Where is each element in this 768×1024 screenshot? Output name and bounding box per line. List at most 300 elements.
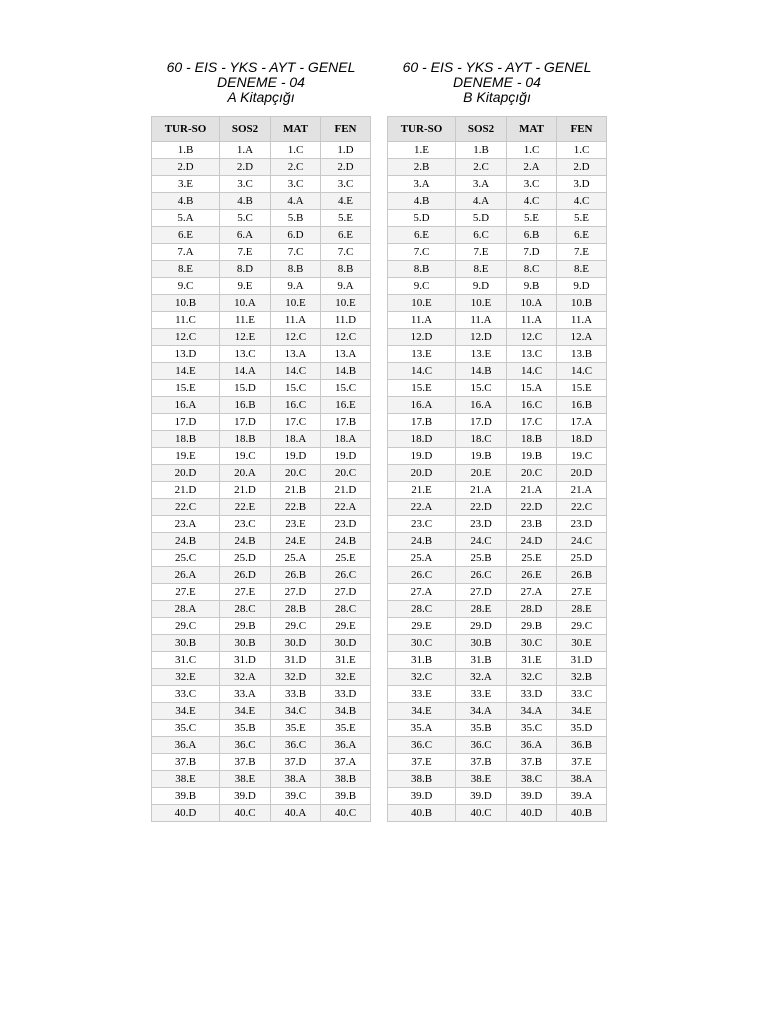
answer-cell-tur-so: 12.D	[388, 329, 456, 346]
answer-cell-tur-so: 9.C	[152, 278, 220, 295]
answer-cell-sos2: 27.D	[456, 584, 507, 601]
answer-cell-tur-so: 23.A	[152, 516, 220, 533]
table-row	[388, 550, 607, 567]
answer-cell-fen: 12.C	[321, 329, 371, 346]
answer-cell-sos2: 33.A	[220, 686, 271, 703]
answer-cell-mat: 14.C	[507, 363, 557, 380]
answer-cell-tur-so: 27.A	[388, 584, 456, 601]
answer-cell-tur-so: 27.E	[152, 584, 220, 601]
answer-cell-sos2: 10.A	[220, 295, 271, 312]
answer-cell-fen: 37.A	[321, 754, 371, 771]
answer-cell-sos2: 23.D	[456, 516, 507, 533]
answer-cell-sos2: 19.C	[220, 448, 271, 465]
answer-cell-fen: 18.A	[321, 431, 371, 448]
answer-cell-sos2: 30.B	[456, 635, 507, 652]
answer-cell-sos2: 36.C	[220, 737, 271, 754]
answer-cell-tur-so: 30.C	[388, 635, 456, 652]
answer-cell-mat: 12.C	[271, 329, 321, 346]
answer-cell-fen: 5.E	[557, 210, 607, 227]
table-row	[152, 669, 371, 686]
answer-cell-mat: 2.C	[271, 159, 321, 176]
answer-cell-mat: 20.C	[271, 465, 321, 482]
table-row	[152, 550, 371, 567]
answer-cell-mat: 7.D	[507, 244, 557, 261]
answer-cell-tur-so: 2.D	[152, 159, 220, 176]
table-row	[152, 159, 371, 176]
answer-cell-mat: 39.D	[507, 788, 557, 805]
answer-cell-fen: 10.E	[321, 295, 371, 312]
answer-cell-mat: 36.A	[507, 737, 557, 754]
answer-cell-tur-so: 35.C	[152, 720, 220, 737]
answer-cell-mat: 24.E	[271, 533, 321, 550]
table-row	[388, 193, 607, 210]
answer-cell-fen: 7.C	[321, 244, 371, 261]
answer-cell-tur-so: 31.C	[152, 652, 220, 669]
answer-cell-sos2: 33.E	[456, 686, 507, 703]
answer-cell-tur-so: 15.E	[152, 380, 220, 397]
answer-cell-fen: 21.D	[321, 482, 371, 499]
answer-cell-mat: 18.A	[271, 431, 321, 448]
answer-cell-fen: 39.A	[557, 788, 607, 805]
booklet-a-title	[151, 58, 371, 116]
answer-cell-sos2: 8.D	[220, 261, 271, 278]
answer-cell-fen: 20.C	[321, 465, 371, 482]
booklet-b-title-line3: B Kitapçığı	[463, 89, 531, 105]
answer-cell-sos2: 12.D	[456, 329, 507, 346]
answer-cell-tur-so: 39.B	[152, 788, 220, 805]
answer-cell-tur-so: 19.D	[388, 448, 456, 465]
answer-cell-fen: 7.E	[557, 244, 607, 261]
table-row	[152, 737, 371, 754]
answer-cell-mat: 14.C	[271, 363, 321, 380]
answer-cell-sos2: 38.E	[456, 771, 507, 788]
answer-cell-tur-so: 4.B	[152, 193, 220, 210]
answer-cell-tur-so: 36.C	[388, 737, 456, 754]
table-row	[388, 210, 607, 227]
answer-cell-fen: 27.D	[321, 584, 371, 601]
answer-cell-tur-so: 1.E	[388, 142, 456, 159]
answer-cell-fen: 9.D	[557, 278, 607, 295]
answer-cell-sos2: 38.E	[220, 771, 271, 788]
answer-cell-mat: 19.B	[507, 448, 557, 465]
answer-cell-fen: 30.D	[321, 635, 371, 652]
answer-cell-fen: 10.B	[557, 295, 607, 312]
answer-cell-mat: 11.A	[271, 312, 321, 329]
table-row	[152, 567, 371, 584]
table-row	[152, 482, 371, 499]
table-row	[388, 261, 607, 278]
answer-cell-fen: 5.E	[321, 210, 371, 227]
answer-cell-mat: 2.A	[507, 159, 557, 176]
table-row	[152, 363, 371, 380]
answer-cell-tur-so: 37.E	[388, 754, 456, 771]
answer-cell-mat: 26.B	[271, 567, 321, 584]
table-row	[388, 533, 607, 550]
answer-cell-fen: 8.E	[557, 261, 607, 278]
answer-cell-fen: 21.A	[557, 482, 607, 499]
answer-cell-sos2: 36.C	[456, 737, 507, 754]
answer-cell-mat: 8.B	[271, 261, 321, 278]
answer-cell-fen: 13.B	[557, 346, 607, 363]
table-row	[388, 567, 607, 584]
answer-cell-mat: 27.D	[271, 584, 321, 601]
table-row	[388, 652, 607, 669]
answer-cell-mat: 35.C	[507, 720, 557, 737]
answer-cell-fen: 4.C	[557, 193, 607, 210]
answer-cell-sos2: 4.A	[456, 193, 507, 210]
table-row	[152, 431, 371, 448]
answer-cell-sos2: 21.D	[220, 482, 271, 499]
answer-cell-fen: 33.C	[557, 686, 607, 703]
table-row	[152, 278, 371, 295]
table-row	[152, 346, 371, 363]
answer-cell-fen: 28.C	[321, 601, 371, 618]
table-row	[152, 703, 371, 720]
answer-cell-fen: 4.E	[321, 193, 371, 210]
answer-cell-mat: 26.E	[507, 567, 557, 584]
answer-cell-tur-so: 29.C	[152, 618, 220, 635]
answer-cell-tur-so: 20.D	[152, 465, 220, 482]
answer-cell-sos2: 27.E	[220, 584, 271, 601]
answer-cell-sos2: 7.E	[456, 244, 507, 261]
answer-cell-mat: 24.D	[507, 533, 557, 550]
answer-cell-sos2: 1.A	[220, 142, 271, 159]
booklet-b-answer-table	[387, 116, 607, 822]
answer-cell-fen: 37.E	[557, 754, 607, 771]
answer-cell-fen: 38.A	[557, 771, 607, 788]
answer-cell-mat: 25.E	[507, 550, 557, 567]
answer-cell-fen: 9.A	[321, 278, 371, 295]
answer-cell-fen: 23.D	[321, 516, 371, 533]
table-row	[388, 329, 607, 346]
answer-cell-sos2: 21.A	[456, 482, 507, 499]
table-row	[388, 142, 607, 159]
answer-cell-mat: 33.D	[507, 686, 557, 703]
answer-cell-sos2: 18.B	[220, 431, 271, 448]
answer-cell-sos2: 12.E	[220, 329, 271, 346]
answer-cell-mat: 16.C	[271, 397, 321, 414]
answer-cell-mat: 18.B	[507, 431, 557, 448]
answer-cell-tur-so: 5.A	[152, 210, 220, 227]
table-row	[152, 414, 371, 431]
answer-cell-mat: 28.D	[507, 601, 557, 618]
answer-cell-mat: 38.C	[507, 771, 557, 788]
answer-cell-fen: 31.D	[557, 652, 607, 669]
answer-cell-fen: 23.D	[557, 516, 607, 533]
answer-cell-fen: 29.C	[557, 618, 607, 635]
answer-cell-mat: 28.B	[271, 601, 321, 618]
answer-cell-mat: 15.C	[271, 380, 321, 397]
table-row	[388, 227, 607, 244]
answer-cell-mat: 7.C	[271, 244, 321, 261]
answer-cell-sos2: 14.A	[220, 363, 271, 380]
answer-cell-sos2: 35.B	[456, 720, 507, 737]
answer-cell-fen: 25.D	[557, 550, 607, 567]
table-row	[152, 618, 371, 635]
answer-cell-tur-so: 40.D	[152, 805, 220, 822]
answer-cell-fen: 39.B	[321, 788, 371, 805]
answer-cell-tur-so: 26.C	[388, 567, 456, 584]
table-row	[388, 703, 607, 720]
table-row	[388, 414, 607, 431]
answer-cell-mat: 37.D	[271, 754, 321, 771]
answer-cell-mat: 3.C	[507, 176, 557, 193]
answer-cell-sos2: 3.C	[220, 176, 271, 193]
answer-cell-sos2: 37.B	[456, 754, 507, 771]
answer-cell-fen: 6.E	[557, 227, 607, 244]
table-row	[388, 244, 607, 261]
answer-cell-fen: 22.C	[557, 499, 607, 516]
answer-cell-fen: 1.C	[557, 142, 607, 159]
answer-cell-sos2: 40.C	[220, 805, 271, 822]
table-row	[388, 516, 607, 533]
answer-cell-fen: 36.B	[557, 737, 607, 754]
booklet-b-title-line2: DENEME - 04	[453, 74, 541, 90]
answer-cell-tur-so: 11.A	[388, 312, 456, 329]
answer-cell-tur-so: 6.E	[152, 227, 220, 244]
table-row	[152, 329, 371, 346]
answer-cell-mat: 40.A	[271, 805, 321, 822]
answer-cell-mat: 38.A	[271, 771, 321, 788]
answer-cell-fen: 17.A	[557, 414, 607, 431]
answer-cell-sos2: 39.D	[456, 788, 507, 805]
answer-cell-mat: 37.B	[507, 754, 557, 771]
answer-cell-mat: 34.A	[507, 703, 557, 720]
answer-cell-sos2: 10.E	[456, 295, 507, 312]
answer-cell-sos2: 2.C	[456, 159, 507, 176]
answer-cell-mat: 39.C	[271, 788, 321, 805]
answer-cell-mat: 30.C	[507, 635, 557, 652]
table-row	[152, 176, 371, 193]
answer-cell-tur-so: 5.D	[388, 210, 456, 227]
answer-cell-sos2: 13.C	[220, 346, 271, 363]
answer-cell-sos2: 19.B	[456, 448, 507, 465]
answer-cell-fen: 11.D	[321, 312, 371, 329]
answer-cell-tur-so: 33.E	[388, 686, 456, 703]
answer-cell-sos2: 22.D	[456, 499, 507, 516]
column-header-mat: MAT	[271, 117, 321, 142]
booklet-b-title	[387, 58, 607, 116]
table-row	[388, 754, 607, 771]
table-row	[388, 346, 607, 363]
answer-cell-tur-so: 1.B	[152, 142, 220, 159]
answer-cell-tur-so: 14.E	[152, 363, 220, 380]
answer-cell-mat: 21.A	[507, 482, 557, 499]
answer-cell-mat: 32.D	[271, 669, 321, 686]
answer-cell-sos2: 37.B	[220, 754, 271, 771]
table-row	[388, 584, 607, 601]
answer-cell-sos2: 15.D	[220, 380, 271, 397]
answer-cell-tur-so: 31.B	[388, 652, 456, 669]
answer-cell-tur-so: 10.E	[388, 295, 456, 312]
answer-cell-fen: 11.A	[557, 312, 607, 329]
answer-cell-mat: 8.C	[507, 261, 557, 278]
answer-cell-fen: 27.E	[557, 584, 607, 601]
answer-cell-tur-so: 24.B	[388, 533, 456, 550]
answer-cell-fen: 3.D	[557, 176, 607, 193]
answer-cell-mat: 19.D	[271, 448, 321, 465]
answer-cell-tur-so: 21.E	[388, 482, 456, 499]
answer-cell-sos2: 17.D	[220, 414, 271, 431]
answer-cell-mat: 1.C	[507, 142, 557, 159]
answer-cell-sos2: 4.B	[220, 193, 271, 210]
answer-cell-tur-so: 19.E	[152, 448, 220, 465]
answer-cell-sos2: 16.A	[456, 397, 507, 414]
answer-cell-fen: 26.B	[557, 567, 607, 584]
answer-cell-sos2: 25.B	[456, 550, 507, 567]
answer-cell-tur-so: 4.B	[388, 193, 456, 210]
table-row	[388, 278, 607, 295]
answer-cell-sos2: 25.D	[220, 550, 271, 567]
answer-cell-sos2: 35.B	[220, 720, 271, 737]
answer-cell-tur-so: 17.D	[152, 414, 220, 431]
answer-cell-tur-so: 22.C	[152, 499, 220, 516]
answer-cell-tur-so: 11.C	[152, 312, 220, 329]
answer-cell-fen: 18.D	[557, 431, 607, 448]
answer-cell-fen: 17.B	[321, 414, 371, 431]
answer-cell-fen: 32.E	[321, 669, 371, 686]
answer-cell-tur-so: 36.A	[152, 737, 220, 754]
answer-cell-tur-so: 13.E	[388, 346, 456, 363]
table-row	[388, 448, 607, 465]
answer-cell-sos2: 39.D	[220, 788, 271, 805]
table-row	[152, 312, 371, 329]
answer-cell-sos2: 32.A	[456, 669, 507, 686]
answer-cell-sos2: 28.C	[220, 601, 271, 618]
answer-cell-sos2: 24.C	[456, 533, 507, 550]
answer-cell-mat: 4.A	[271, 193, 321, 210]
answer-cell-tur-so: 26.A	[152, 567, 220, 584]
answer-cell-tur-so: 8.B	[388, 261, 456, 278]
answer-cell-tur-so: 39.D	[388, 788, 456, 805]
answer-cell-fen: 2.D	[321, 159, 371, 176]
table-row	[152, 261, 371, 278]
answer-cell-sos2: 31.B	[456, 652, 507, 669]
answer-cell-mat: 31.E	[507, 652, 557, 669]
answer-cell-mat: 3.C	[271, 176, 321, 193]
answer-cell-sos2: 15.C	[456, 380, 507, 397]
booklet-a-title-line2: DENEME - 04	[217, 74, 305, 90]
answer-cell-tur-so: 7.A	[152, 244, 220, 261]
answer-cell-fen: 15.C	[321, 380, 371, 397]
column-header-tur-so: TUR-SO	[388, 117, 456, 142]
answer-cell-sos2: 16.B	[220, 397, 271, 414]
answer-cell-mat: 36.C	[271, 737, 321, 754]
answer-cell-mat: 29.C	[271, 618, 321, 635]
answer-cell-fen: 36.A	[321, 737, 371, 754]
table-row	[152, 720, 371, 737]
table-row	[388, 159, 607, 176]
answer-cell-sos2: 29.B	[220, 618, 271, 635]
answer-cell-sos2: 11.A	[456, 312, 507, 329]
answer-cell-fen: 32.B	[557, 669, 607, 686]
table-row	[152, 193, 371, 210]
table-row	[152, 142, 371, 159]
answer-cell-sos2: 28.E	[456, 601, 507, 618]
answer-cell-sos2: 26.D	[220, 567, 271, 584]
answer-cell-fen: 28.E	[557, 601, 607, 618]
answer-cell-sos2: 29.D	[456, 618, 507, 635]
answer-cell-mat: 5.B	[271, 210, 321, 227]
answer-cell-tur-so: 9.C	[388, 278, 456, 295]
answer-cell-tur-so: 14.C	[388, 363, 456, 380]
answer-cell-fen: 12.A	[557, 329, 607, 346]
answer-cell-mat: 23.B	[507, 516, 557, 533]
answer-cell-fen: 13.A	[321, 346, 371, 363]
answer-cell-sos2: 30.B	[220, 635, 271, 652]
answer-cell-sos2: 17.D	[456, 414, 507, 431]
answer-cell-mat: 5.E	[507, 210, 557, 227]
answer-cell-sos2: 23.C	[220, 516, 271, 533]
answer-cell-fen: 33.D	[321, 686, 371, 703]
answer-cell-mat: 13.A	[271, 346, 321, 363]
answer-cell-mat: 12.C	[507, 329, 557, 346]
table-row	[388, 805, 607, 822]
table-row	[388, 312, 607, 329]
answer-cell-mat: 9.B	[507, 278, 557, 295]
answer-cell-tur-so: 37.B	[152, 754, 220, 771]
answer-cell-mat: 33.B	[271, 686, 321, 703]
table-row	[388, 720, 607, 737]
booklet-b-header-row	[388, 117, 607, 142]
table-row	[152, 380, 371, 397]
table-row	[388, 380, 607, 397]
answer-cell-mat: 22.B	[271, 499, 321, 516]
table-row	[152, 227, 371, 244]
table-row	[388, 397, 607, 414]
answer-cell-tur-so: 23.C	[388, 516, 456, 533]
column-header-sos2: SOS2	[456, 117, 507, 142]
answer-cell-mat: 31.D	[271, 652, 321, 669]
answer-cell-fen: 31.E	[321, 652, 371, 669]
answer-cell-tur-so: 2.B	[388, 159, 456, 176]
table-row	[388, 482, 607, 499]
answer-cell-tur-so: 38.B	[388, 771, 456, 788]
answer-cell-mat: 1.C	[271, 142, 321, 159]
answer-cell-tur-so: 25.C	[152, 550, 220, 567]
answer-cell-sos2: 6.A	[220, 227, 271, 244]
column-header-sos2: SOS2	[220, 117, 271, 142]
table-row	[388, 635, 607, 652]
answer-cell-mat: 10.A	[507, 295, 557, 312]
booklet-b-title-line1: 60 - EIS - YKS - AYT - GENEL	[402, 59, 592, 75]
booklet-a-title-line1: 60 - EIS - YKS - AYT - GENEL	[166, 59, 356, 75]
answer-cell-tur-so: 3.E	[152, 176, 220, 193]
table-row	[388, 499, 607, 516]
table-row	[152, 533, 371, 550]
booklet-a-answer-table	[151, 116, 371, 822]
answer-cell-sos2: 34.A	[456, 703, 507, 720]
table-row	[388, 618, 607, 635]
answer-cell-sos2: 11.E	[220, 312, 271, 329]
table-row	[152, 805, 371, 822]
answer-cell-tur-so: 40.B	[388, 805, 456, 822]
answer-cell-fen: 19.D	[321, 448, 371, 465]
table-row	[152, 771, 371, 788]
answer-cell-mat: 30.D	[271, 635, 321, 652]
answer-cell-sos2: 26.C	[456, 567, 507, 584]
answer-cell-mat: 10.E	[271, 295, 321, 312]
answer-cell-fen: 24.B	[321, 533, 371, 550]
answer-cell-mat: 17.C	[507, 414, 557, 431]
answer-cell-tur-so: 8.E	[152, 261, 220, 278]
table-row	[388, 431, 607, 448]
answer-cell-fen: 35.E	[321, 720, 371, 737]
table-row	[152, 465, 371, 482]
answer-cell-mat: 16.C	[507, 397, 557, 414]
answer-cell-tur-so: 15.E	[388, 380, 456, 397]
answer-cell-fen: 14.B	[321, 363, 371, 380]
